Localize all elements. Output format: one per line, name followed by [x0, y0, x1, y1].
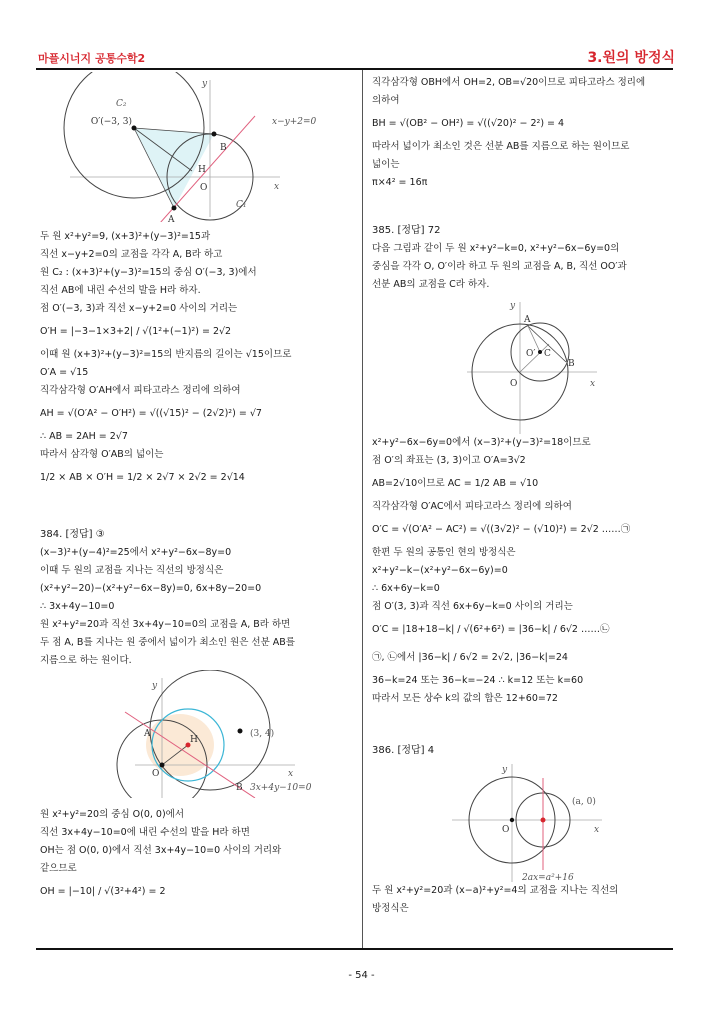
- question-385: [372, 222, 682, 708]
- label-c1: C₁: [236, 200, 247, 210]
- right-column: [372, 74, 682, 918]
- label-line: 3x+4y−10=0: [250, 783, 312, 793]
- label-b: B: [220, 143, 227, 153]
- page-number: - 54 -: [348, 970, 375, 981]
- label-x: x: [274, 182, 280, 192]
- label-c: C: [544, 349, 551, 359]
- point-b: [212, 132, 217, 137]
- equation-line: AH = √(O′A² − O′H²) = √((√15)² − (2√2)²) = √7: [40, 408, 262, 419]
- label-x: x: [594, 825, 600, 835]
- label-o: O: [200, 183, 208, 193]
- equation-line: O′C = √(O′A² − AC²) = √((3√2)² − (√10)²) = 2√2 ……㉠: [372, 524, 631, 535]
- point-o: [510, 818, 514, 822]
- label-b: B: [568, 359, 575, 369]
- label-h: H: [198, 165, 206, 175]
- question-384-continued: [372, 74, 682, 192]
- equation-line: 1/2 × AB × O′H = 1/2 × 2√7 × 2√2 = 2√14: [40, 472, 245, 483]
- point-a-0: [541, 818, 546, 823]
- text-line: 직각삼각형 OBH에서 OH=2, OB=√20이므로 피타고라스 정리에: [372, 77, 646, 88]
- label-y: y: [510, 301, 516, 311]
- text-line: 선분 AB의 교점을 C라 하자.: [372, 279, 490, 290]
- figure-385: [372, 294, 682, 434]
- label-line: x−y+2=0: [272, 117, 317, 127]
- label-a: A: [144, 729, 151, 739]
- label-center: O′(−3, 3): [90, 117, 132, 127]
- text-line: 의하여: [372, 95, 400, 106]
- solution-383: [40, 228, 358, 492]
- equation-line: O′H = |−3−1×3+2| / √(1²+(−1)²) = 2√2: [40, 326, 232, 337]
- text-line: 점 O′(−3, 3)과 직선 x−y+2=0 사이의 거리는: [40, 303, 238, 314]
- equation-line: OH = |−10| / √(3²+4²) = 2: [40, 886, 166, 897]
- text-line: 넓이는: [372, 159, 400, 170]
- text-line: 직각삼각형 O′AC에서 피타고라스 정리에 의하여: [372, 501, 572, 512]
- book-title: 마플시너지 공통수학2: [38, 52, 146, 65]
- left-column: [40, 72, 358, 906]
- label-o: O: [152, 769, 160, 779]
- label-x: x: [288, 769, 294, 779]
- label-b: B: [236, 783, 243, 793]
- text-line: 따라서 삼각형 O′AB의 넓이는: [40, 449, 164, 460]
- footer-rule: [36, 948, 673, 950]
- question-386: [372, 742, 682, 918]
- label-o2: O′: [526, 349, 536, 359]
- equation-line: 36−k=24 또는 36−k=−24 ∴ k=12 또는 k=60: [372, 675, 584, 686]
- text-line: (x−3)²+(y−4)²=25에서 x²+y²−6x−8y=0: [40, 547, 232, 558]
- point-o: [160, 763, 165, 768]
- text-line: 따라서 모든 상수 k의 값의 합은 12+60=72: [372, 693, 558, 704]
- point-a: [172, 206, 177, 211]
- equation-line: π×4² = 16π: [372, 177, 428, 188]
- text-line: 다음 그림과 같이 두 원 x²+y²−k=0, x²+y²−6x−6y=0의: [372, 243, 620, 254]
- label-a: A: [524, 315, 531, 325]
- label-x: x: [590, 379, 596, 389]
- column-divider: [362, 70, 363, 950]
- figure-384: [40, 670, 358, 798]
- text-line: 직선 3x+4y−10=0에 내린 수선의 발을 H라 하면: [40, 827, 250, 838]
- label-h: H: [190, 735, 198, 745]
- header-rule: [36, 68, 673, 70]
- text-line: ∴ 3x+4y−10=0: [40, 601, 115, 612]
- equation-line: O′A = √15: [40, 367, 89, 378]
- question-heading: 385. [정답] 72: [372, 225, 441, 236]
- text-line: 따라서 넓이가 최소인 것은 선분 AB를 지름으로 하는 원이므로: [372, 141, 630, 152]
- text-line: 지름으로 하는 원이다.: [40, 655, 132, 666]
- chapter-title: 3.원의 방정식: [587, 50, 675, 66]
- text-line: 점 O′(3, 3)과 직선 6x+6y−k=0 사이의 거리는: [372, 601, 573, 612]
- equation-line: BH = √(OB² − OH²) = √((√20)² − 2²) = 4: [372, 118, 565, 129]
- text-line: 중심을 각각 O, O′이라 하고 두 원의 교점을 A, B, 직선 OO′과: [372, 261, 627, 272]
- text-line: 원 x²+y²=20과 직선 3x+4y−10=0의 교점을 A, B라 하면: [40, 619, 291, 630]
- label-c2: C₂: [116, 99, 127, 109]
- text-line: 이때 두 원의 교점을 지나는 직선의 방정식은: [40, 565, 224, 576]
- question-heading: 384. [정답] ③: [40, 529, 105, 540]
- question-384: [40, 526, 358, 906]
- figure-386: [372, 760, 682, 882]
- equation-line: ㉠, ㉡에서 |36−k| / 6√2 = 2√2, |36−k|=24: [372, 652, 568, 663]
- equation-line: ∴ 6x+6y−k=0: [372, 583, 440, 594]
- text-line: 두 원 x²+y²=20과 (x−a)²+y²=4의 교점을 지나는 직선의: [372, 885, 619, 896]
- text-line: 직각삼각형 O′AH에서 피타고라스 정리에 의하여: [40, 385, 241, 396]
- text-line: OH는 점 O(0, 0)에서 직선 3x+4y−10=0 사이의 거리와: [40, 845, 282, 856]
- label-point: (3, 4): [250, 729, 275, 739]
- label-y: y: [202, 79, 208, 89]
- label-a: A: [168, 215, 175, 222]
- equation-line: x²+y²−k−(x²+y²−6x−6y)=0: [372, 565, 508, 576]
- label-o: O: [502, 825, 510, 835]
- label-o: O: [510, 379, 518, 389]
- text-line: 점 O′의 좌표는 (3, 3)이고 O′A=3√2: [372, 455, 526, 466]
- text-line: 원 x²+y²=20의 중심 O(0, 0)에서: [40, 809, 185, 820]
- text-line: 원 C₂ : (x+3)²+(y−3)²=15의 중심 O′(−3, 3)에서: [40, 267, 257, 278]
- text-line: x²+y²−6x−6y=0에서 (x−3)²+(y−3)²=18이므로: [372, 437, 591, 448]
- text-line: 한편 두 원의 공통인 현의 방정식은: [372, 547, 516, 558]
- text-line: 이때 원 (x+3)²+(y−3)²=15의 반지름의 길이는 √15이므로: [40, 349, 292, 360]
- equation-line: O′C = |18+18−k| / √(6²+6²) = |36−k| / 6√2 ……㉡: [372, 624, 610, 635]
- question-heading: 386. [정답] 4: [372, 745, 435, 756]
- label-y: y: [152, 681, 158, 691]
- point-o2: [132, 126, 137, 131]
- text-line: 두 원 x²+y²=9, (x+3)²+(y−3)²=15과: [40, 231, 211, 242]
- equation-line: AB=2√10이므로 AC = 1/2 AB = √10: [372, 478, 539, 489]
- text-line: 두 점 A, B를 지나는 원 중에서 넓이가 최소인 원은 선분 AB를: [40, 637, 295, 648]
- point-3-4: [238, 729, 243, 734]
- label-y: y: [502, 765, 508, 775]
- text-line: 방정식은: [372, 903, 409, 914]
- text-line: 같으므로: [40, 863, 77, 874]
- equation-line: ∴ AB = 2AH = 2√7: [40, 431, 128, 442]
- text-line: 직선 x−y+2=0의 교점을 각각 A, B라 하고: [40, 249, 223, 260]
- text-line: (x²+y²−20)−(x²+y²−6x−8y)=0, 6x+8y−20=0: [40, 583, 262, 594]
- text-line: 직선 AB에 내린 수선의 발을 H라 하자.: [40, 285, 201, 296]
- label-line: 2ax=a²+16: [522, 873, 574, 882]
- label-point: (a, 0): [572, 797, 596, 807]
- figure-383: [40, 72, 358, 222]
- point-o2: [538, 350, 542, 354]
